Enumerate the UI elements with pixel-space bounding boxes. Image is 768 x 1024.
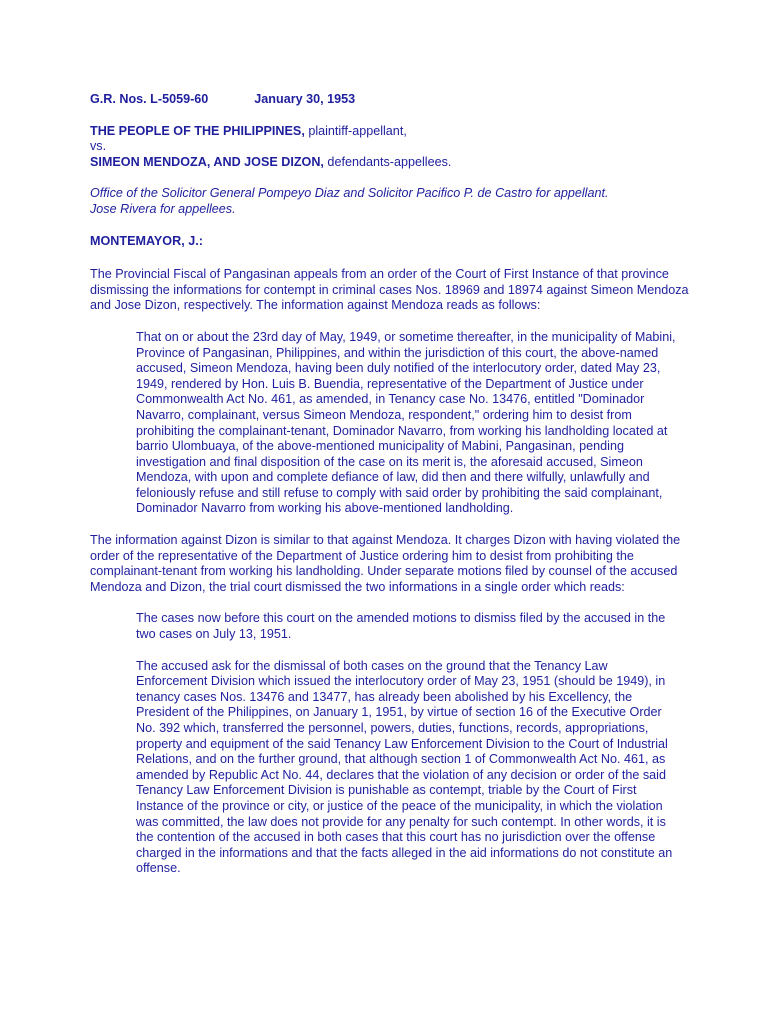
parties-block [90, 124, 690, 171]
versus-label: vs. [90, 139, 107, 154]
case-caption [90, 92, 690, 108]
body-paragraph-2: The information against Dizon is similar to that against Mendoza. It charges Dizon with having violated the order of the representative of the Department of Justice ordering him to desist from prohibiting the complainant-tenant from working his landholding. Under separate motions filed by counsel of the accused Mendoza and Dizon, the trial court dismissed the two informations in a single order which reads: [90, 533, 681, 594]
counsel-block [90, 186, 690, 217]
quoted-order-paragraph-2: The accused ask for the dismissal of both cases on the ground that the Tenancy Law Enforcement Division which issued the interlocutory order of May 23, 1951 (should be 1949), in tenancy cases Nos. 13476 and 13477, has already been abolished by his Excellency, the President of the Philippines, on January 1, 1951, by virtue of section 16 of the Executive Order No. 392 which, transferred the personnel, powers, duties, functions, records, appropriations, property and equipment of the said Tenancy Law Enforcement Division to the Court of Industrial Relations, and on the further ground, that although section 1 of Commonwealth Act No. 461, as amended by Republic Act No. 44, declares that the violation of any decision or order of the said Tenancy Law Enforcement Division is punishable as contempt, triable by the Court of First Instance of the province or city, or justice of the peace of the municipality, in which the violation was committed, the law does not provide for any penalty for such contempt. In other words, it is the contention of the accused in both cases that this court has no jurisdiction over the offense charged in the informations and that the facts alleged in the aid informations do not constitute an offense. [136, 658, 673, 876]
body-paragraph-1: The Provincial Fiscal of Pangasinan appeals from an order of the Court of First Instance of that province dismissing the informations for contempt in criminal cases Nos. 18969 and 18974 against Simeon Mendoza and Jose Dizon, respectively. The information against Mendoza reads as follows: [90, 267, 689, 313]
quoted-information-mendoza: That on or about the 23rd day of May, 1949, or sometime thereafter, in the municipality of Mabini, Province of Pangasinan, Philippines, and within the jurisdiction of this court, the above-named accused, Simeon Mendoza, having been duly notified of the interlocutory order, dated May 23, 1949, rendered by Hon. Luis B. Buendia, representative of the Department of Justice under Commonwealth Act No. 461, as amended, in Tenancy case No. 13476, entitled "Dominador Navarro, complainant, versus Simeon Mendoza, respondent," ordering him to desist from prohibiting the complainant-tenant, Dominador Navarro, from working his landholding located at barrio Ulombuaya, of the above-mentioned municipality of Mabini, Pangasinan, pending investigation and final disposition of the case on its merit is, the aforesaid accused, Simeon Mendoza, with upon and complete defiance of law, did then and there wilfully, unlawfully and feloniously refuse and still refuse to comply with said order by prohibiting the said complainant, Dominador Navarro from working his above-mentioned landholding. [136, 329, 676, 516]
defendant-names: SIMEON MENDOZA, AND JOSE DIZON, [90, 154, 324, 169]
defendant-role: defendants-appellees. [323, 154, 452, 169]
counsel-appellees: Jose Rivera for appellees. [90, 201, 236, 216]
gr-number: G.R. Nos. L-5059-60 [90, 92, 209, 106]
document-page [90, 92, 690, 877]
quoted-order-paragraph-1: The cases now before this court on the amended motions to dismiss filed by the accused in the two cases on July 13, 1951. [136, 611, 666, 642]
plaintiff-role: plaintiff-appellant, [304, 123, 407, 138]
counsel-appellant: Office of the Solicitor General Pompeyo Diaz and Solicitor Pacifico P. de Castro for appellant. [90, 186, 609, 201]
plaintiff-name: THE PEOPLE OF THE PHILIPPINES, [90, 123, 305, 138]
decision-date: January 30, 1953 [254, 92, 356, 106]
ponente: MONTEMAYOR, J.: [90, 233, 203, 248]
